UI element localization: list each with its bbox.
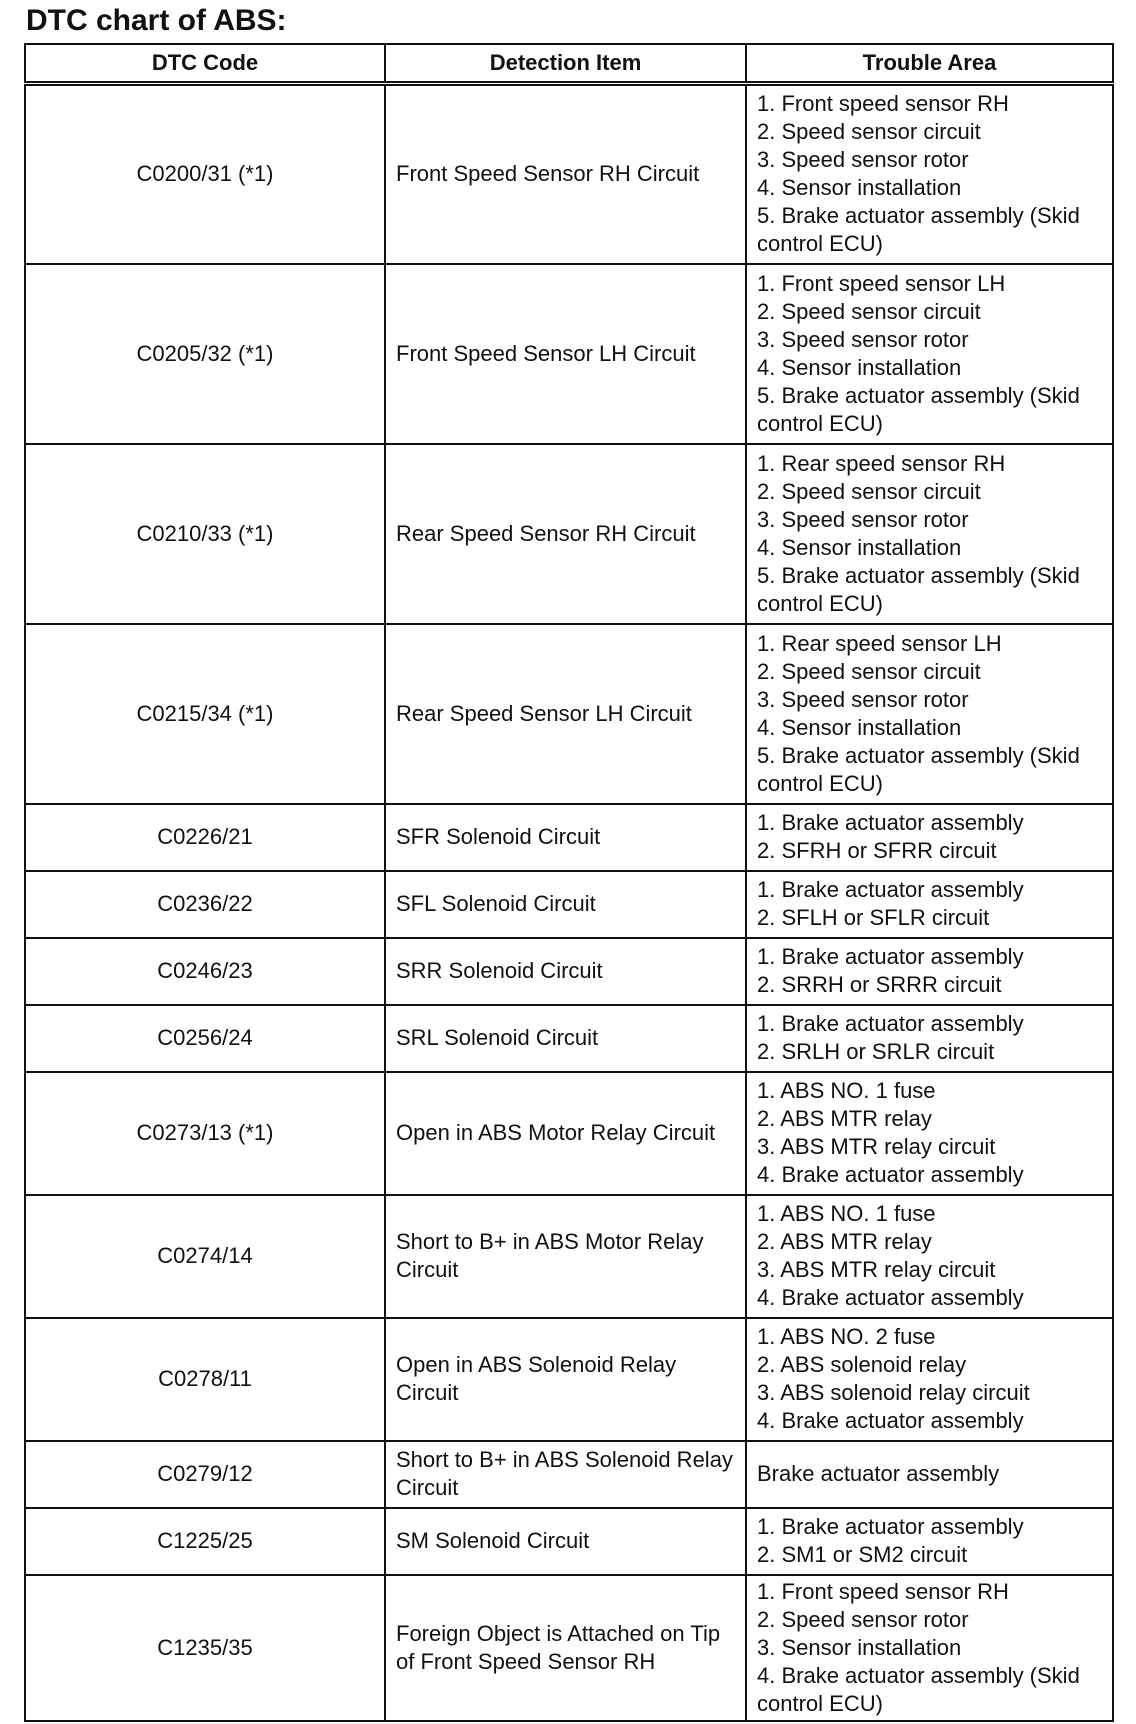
trouble-area-line: 2. SFRH or SFRR circuit	[757, 838, 997, 863]
trouble-area-cell	[746, 444, 1113, 624]
trouble-area-line: 4. Brake actuator assembly	[757, 1285, 1024, 1310]
trouble-area-line: 1. Brake actuator assembly	[757, 944, 1024, 969]
trouble-area-line: 2. SRRH or SRRR circuit	[757, 972, 1002, 997]
trouble-area-cell	[746, 938, 1113, 1005]
trouble-area-line: 4. Sensor installation	[757, 534, 962, 560]
dtc-code-cell: C0210/33 (*1)	[25, 444, 385, 624]
trouble-area-line: 2. Speed sensor circuit	[757, 119, 981, 145]
trouble-area-line: 2. ABS MTR relay	[757, 1106, 932, 1131]
trouble-area-line: 3. ABS MTR relay circuit	[757, 1257, 996, 1282]
trouble-area-line: 4. Sensor installation	[757, 714, 962, 740]
table-row	[25, 1005, 1113, 1072]
detection-item-cell: Rear Speed Sensor RH Circuit	[385, 444, 746, 624]
table-row	[25, 444, 1113, 624]
trouble-area-line: 1. Front speed sensor LH	[757, 270, 1006, 296]
trouble-area-line: 5. Brake actuator assembly (Skid control ECU)	[757, 742, 1080, 796]
dtc-code-cell: C0215/34 (*1)	[25, 624, 385, 804]
trouble-area-cell	[746, 84, 1113, 264]
trouble-area-line: 2. SRLH or SRLR circuit	[757, 1039, 995, 1064]
page-title: DTC chart of ABS:	[26, 4, 287, 37]
table-row	[25, 1575, 1113, 1721]
dtc-code-cell: C1235/35	[25, 1575, 385, 1721]
dtc-code-cell: C0278/11	[25, 1318, 385, 1441]
trouble-area-line: 5. Brake actuator assembly (Skid control ECU)	[757, 382, 1080, 436]
detection-item-cell: Foreign Object is Attached on Tip of Front Speed Sensor RH	[385, 1575, 746, 1721]
trouble-area-line: 1. Brake actuator assembly	[757, 877, 1024, 902]
dtc-code-cell: C0226/21	[25, 804, 385, 871]
trouble-area-cell	[746, 1195, 1113, 1318]
trouble-area-line: 2. ABS solenoid relay	[757, 1352, 967, 1377]
detection-item-cell: Short to B+ in ABS Motor Relay Circuit	[385, 1195, 746, 1318]
trouble-area-line: 2. Speed sensor circuit	[757, 478, 981, 504]
detection-item-cell: SFR Solenoid Circuit	[385, 804, 746, 871]
table-row	[25, 624, 1113, 804]
table-row	[25, 1072, 1113, 1195]
header-trouble-area: Trouble Area	[746, 44, 1113, 84]
detection-item-cell: Front Speed Sensor LH Circuit	[385, 264, 746, 444]
trouble-area-line: 2. SM1 or SM2 circuit	[757, 1542, 968, 1567]
trouble-area-cell	[746, 804, 1113, 871]
detection-item-cell: Open in ABS Solenoid Relay Circuit	[385, 1318, 746, 1441]
dtc-code-cell: C0205/32 (*1)	[25, 264, 385, 444]
detection-item-cell: SRR Solenoid Circuit	[385, 938, 746, 1005]
dtc-table	[24, 43, 1114, 1722]
table-row	[25, 938, 1113, 1005]
trouble-area-line: 3. Speed sensor rotor	[757, 506, 969, 532]
detection-item-cell: Open in ABS Motor Relay Circuit	[385, 1072, 746, 1195]
table-row	[25, 84, 1113, 264]
dtc-code-cell: C0274/14	[25, 1195, 385, 1318]
table-row	[25, 1195, 1113, 1318]
trouble-area-cell	[746, 624, 1113, 804]
trouble-area-cell	[746, 1508, 1113, 1575]
trouble-area-cell	[746, 1005, 1113, 1072]
detection-item-cell: SM Solenoid Circuit	[385, 1508, 746, 1575]
trouble-area-line: 3. Sensor installation	[757, 1634, 962, 1660]
trouble-area-line: 1. Brake actuator assembly	[757, 1514, 1024, 1539]
trouble-area-line: 1. Front speed sensor RH	[757, 1578, 1009, 1604]
dtc-code-cell: C0246/23	[25, 938, 385, 1005]
header-detection-item: Detection Item	[385, 44, 746, 84]
dtc-code-cell: C0236/22	[25, 871, 385, 938]
trouble-area-line: 1. ABS NO. 1 fuse	[757, 1201, 936, 1226]
dtc-code-cell: C0279/12	[25, 1441, 385, 1508]
table-header-row	[25, 44, 1113, 84]
trouble-area-line: 1. Rear speed sensor RH	[757, 450, 1006, 476]
trouble-area-line: 4. Sensor installation	[757, 175, 962, 201]
table-row	[25, 871, 1113, 938]
trouble-area-line: 2. Speed sensor circuit	[757, 298, 981, 324]
trouble-area-line: 4. Brake actuator assembly	[757, 1408, 1024, 1433]
header-dtc-code: DTC Code	[25, 44, 385, 84]
trouble-area-line: 4. Brake actuator assembly (Skid control ECU)	[757, 1662, 1080, 1716]
trouble-area-cell	[746, 264, 1113, 444]
detection-item-cell: Rear Speed Sensor LH Circuit	[385, 624, 746, 804]
dtc-code-cell: C0256/24	[25, 1005, 385, 1072]
trouble-area-line: 5. Brake actuator assembly (Skid control ECU)	[757, 203, 1080, 257]
trouble-area-cell	[746, 1072, 1113, 1195]
trouble-area-line: 1. ABS NO. 1 fuse	[757, 1078, 936, 1103]
table-row	[25, 1441, 1113, 1508]
trouble-area-cell	[746, 1318, 1113, 1441]
trouble-area-line: 3. ABS solenoid relay circuit	[757, 1380, 1030, 1405]
detection-item-cell: SFL Solenoid Circuit	[385, 871, 746, 938]
dtc-code-cell: C1225/25	[25, 1508, 385, 1575]
trouble-area-line: 3. Speed sensor rotor	[757, 147, 969, 173]
trouble-area-line: 4. Sensor installation	[757, 354, 962, 380]
trouble-area-line: Brake actuator assembly	[757, 1461, 1000, 1486]
trouble-area-line: 3. ABS MTR relay circuit	[757, 1134, 996, 1159]
trouble-area-line: 1. Front speed sensor RH	[757, 91, 1009, 117]
table-row	[25, 1318, 1113, 1441]
trouble-area-line: 2. ABS MTR relay	[757, 1229, 932, 1254]
table-row	[25, 264, 1113, 444]
detection-item-cell: Short to B+ in ABS Solenoid Relay Circuit	[385, 1441, 746, 1508]
dtc-code-cell: C0200/31 (*1)	[25, 84, 385, 264]
table-row	[25, 804, 1113, 871]
trouble-area-line: 1. Brake actuator assembly	[757, 810, 1024, 835]
trouble-area-line: 3. Speed sensor rotor	[757, 686, 969, 712]
trouble-area-line: 1. Brake actuator assembly	[757, 1011, 1024, 1036]
trouble-area-line: 1. ABS NO. 2 fuse	[757, 1324, 936, 1349]
table-row	[25, 1508, 1113, 1575]
detection-item-cell: Front Speed Sensor RH Circuit	[385, 84, 746, 264]
trouble-area-line: 1. Rear speed sensor LH	[757, 630, 1002, 656]
trouble-area-line: 2. Speed sensor circuit	[757, 658, 981, 684]
trouble-area-cell	[746, 871, 1113, 938]
trouble-area-cell	[746, 1575, 1113, 1721]
trouble-area-line: 3. Speed sensor rotor	[757, 326, 969, 352]
table-body	[25, 84, 1113, 1721]
trouble-area-line: 2. SFLH or SFLR circuit	[757, 905, 990, 930]
trouble-area-cell	[746, 1441, 1113, 1508]
dtc-code-cell: C0273/13 (*1)	[25, 1072, 385, 1195]
trouble-area-line: 2. Speed sensor rotor	[757, 1606, 969, 1632]
detection-item-cell: SRL Solenoid Circuit	[385, 1005, 746, 1072]
trouble-area-line: 5. Brake actuator assembly (Skid control ECU)	[757, 562, 1080, 616]
trouble-area-line: 4. Brake actuator assembly	[757, 1162, 1024, 1187]
